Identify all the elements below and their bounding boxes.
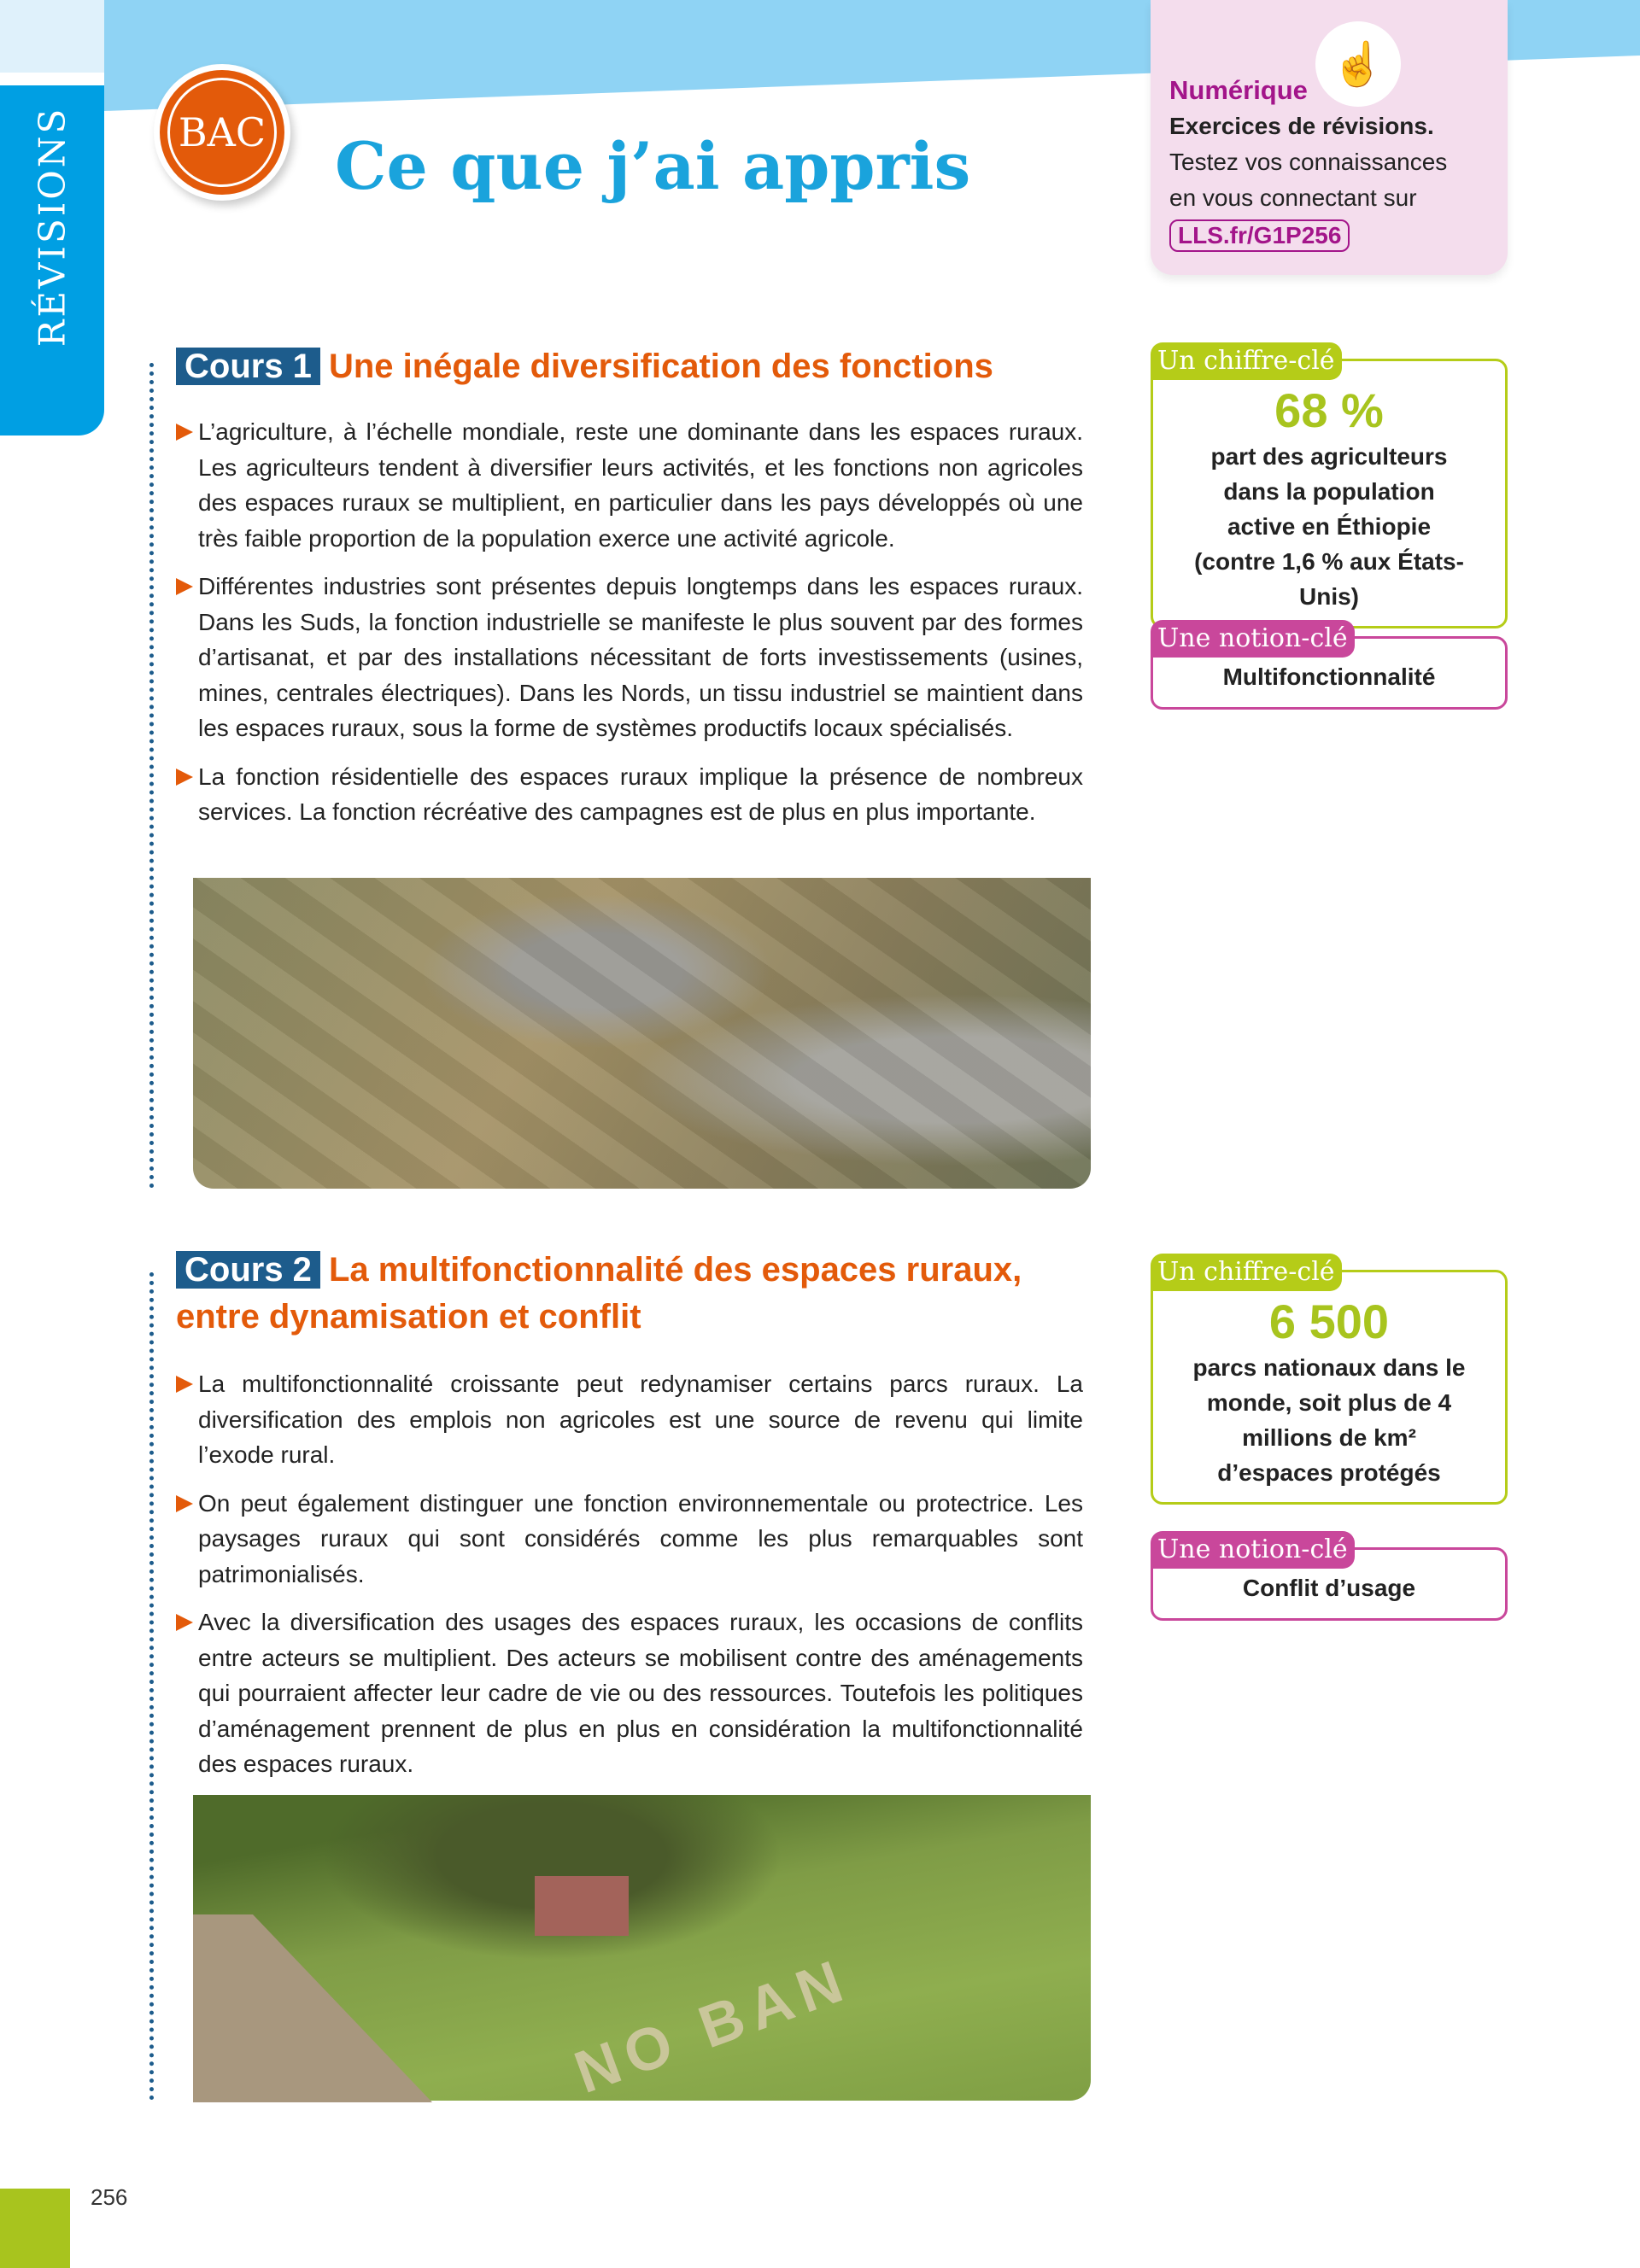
paragraph — [176, 1605, 1083, 1782]
key-figure-text: parcs nationaux dans le monde, soit plus de 4 millions de km² d’espaces protégés — [1192, 1354, 1466, 1486]
page-title: Ce que j’ai appris — [335, 128, 971, 204]
farmhouse — [535, 1876, 629, 1936]
bullet-icon — [176, 1495, 193, 1512]
page-number: 256 — [91, 2184, 128, 2210]
bullet-icon — [176, 769, 193, 786]
key-figure-box-2 — [1151, 1257, 1508, 1505]
key-notion-box-2 — [1151, 1534, 1508, 1621]
key-figure-box-1 — [1151, 346, 1508, 628]
numerique-line1: Exercices de révisions. — [1169, 113, 1434, 139]
bac-badge — [154, 64, 290, 201]
key-notion-value: Multifonctionnalité — [1222, 663, 1436, 690]
cours2-tag: Cours 2 — [176, 1251, 320, 1289]
bullet-icon — [176, 1614, 193, 1631]
paragraph-text: La fonction résidentielle des espaces ruraux implique la présence de nombreux services. La fonction récréative des campagnes est de plus en plus importante. — [198, 763, 1083, 825]
page-corner-marker — [0, 2189, 70, 2268]
dotted-rule — [149, 363, 154, 1189]
pointing-hand-icon: ☝ — [1315, 21, 1401, 107]
key-figure-text: part des agriculteurs dans la population active en Éthiopie (contre 1,6 % aux États-Unis) — [1194, 443, 1464, 610]
key-notion-label: Une notion-clé — [1151, 620, 1355, 658]
key-figure-label: Un chiffre-clé — [1151, 342, 1342, 380]
key-figure-value: 68 % — [1274, 383, 1384, 437]
cours2-title: La multifonctionnalité des espaces ruraux, entre dynamisation et conflit — [176, 1251, 1022, 1336]
numerique-link[interactable]: LLS.fr/G1P256 — [1169, 219, 1350, 252]
cours1-heading — [176, 343, 1107, 390]
cours2-heading — [176, 1247, 1107, 1341]
paragraph-text: L’agriculture, à l’échelle mondiale, reste une dominante dans les espaces ruraux. Les agriculteurs tendent à diversifier leurs activités, et les fonctions non agricoles des espaces ruraux se multiplient, en particulier dans les pays développés où une très faible proportion de la population exerce une activité agricole. — [198, 418, 1083, 552]
bullet-icon — [176, 578, 193, 595]
no-ban-field-photo — [193, 1795, 1091, 2107]
paragraph — [176, 1366, 1083, 1473]
bac-badge-text: BAC — [167, 78, 277, 187]
numerique-line2: Testez vos connaissances — [1169, 149, 1448, 175]
paragraph — [176, 414, 1083, 556]
key-notion-value: Conflit d’usage — [1242, 1575, 1416, 1601]
cours1-body — [176, 414, 1083, 843]
bullet-icon — [176, 1376, 193, 1393]
paragraph-text: Différentes industries sont présentes depuis longtemps dans les espaces ruraux. Dans les Suds, la fonction industrielle se manifeste le plus souvent par des formes d’artisanat, et par des installations nécessitant de forts investissements (usines, mines, centrales électriques). Dans les Nords, un tissu industriel se maintient dans les espaces ruraux, sous la forme de systèmes productifs locaux spécialisés. — [198, 573, 1083, 741]
paragraph — [176, 1486, 1083, 1593]
key-notion-box-1 — [1151, 623, 1508, 710]
road — [193, 1914, 432, 2102]
cours1-title: Une inégale diversification des fonctions — [328, 348, 993, 385]
bullet-icon — [176, 424, 193, 441]
key-figure-value: 6 500 — [1268, 1295, 1390, 1348]
paragraph — [176, 759, 1083, 830]
numerique-title: Numérique — [1169, 75, 1308, 105]
paragraph-text: La multifonctionnalité croissante peut redynamiser certains parcs ruraux. La diversification des emplois non agricoles est une source de revenu qui limite l’exode rural. — [198, 1371, 1083, 1468]
key-notion-label: Une notion-clé — [1151, 1531, 1355, 1569]
section-tab-label — [0, 85, 104, 367]
key-figure-label: Un chiffre-clé — [1151, 1254, 1342, 1291]
paragraph — [176, 569, 1083, 746]
cours2-body — [176, 1366, 1083, 1795]
paragraph-text: On peut également distinguer une fonction environnementale ou protectrice. Les paysages ruraux qui sont considérés comme les plus remarquables sont patrimonialisés. — [198, 1489, 1083, 1587]
numerique-line3: en vous connectant sur — [1169, 184, 1417, 211]
cours1-tag: Cours 1 — [176, 348, 320, 385]
aerial-photo-rural-industry — [193, 878, 1091, 1189]
dotted-rule — [149, 1272, 154, 2101]
field-lettering: NO BAN — [565, 1944, 859, 2107]
paragraph-text: Avec la diversification des usages des espaces ruraux, les occasions de conflits entre acteurs se multiplient. Des acteurs se mobilisent contre des aménagements qui pourraient affecter leur cadre de vie ou des ressources. Toutefois les politiques d’aménagement prennent de plus en plus en considération la multifonctionnalité des espaces ruraux. — [198, 1609, 1083, 1777]
tab-decoration — [0, 0, 104, 73]
section-tab-text: RÉVISIONS — [31, 106, 73, 347]
